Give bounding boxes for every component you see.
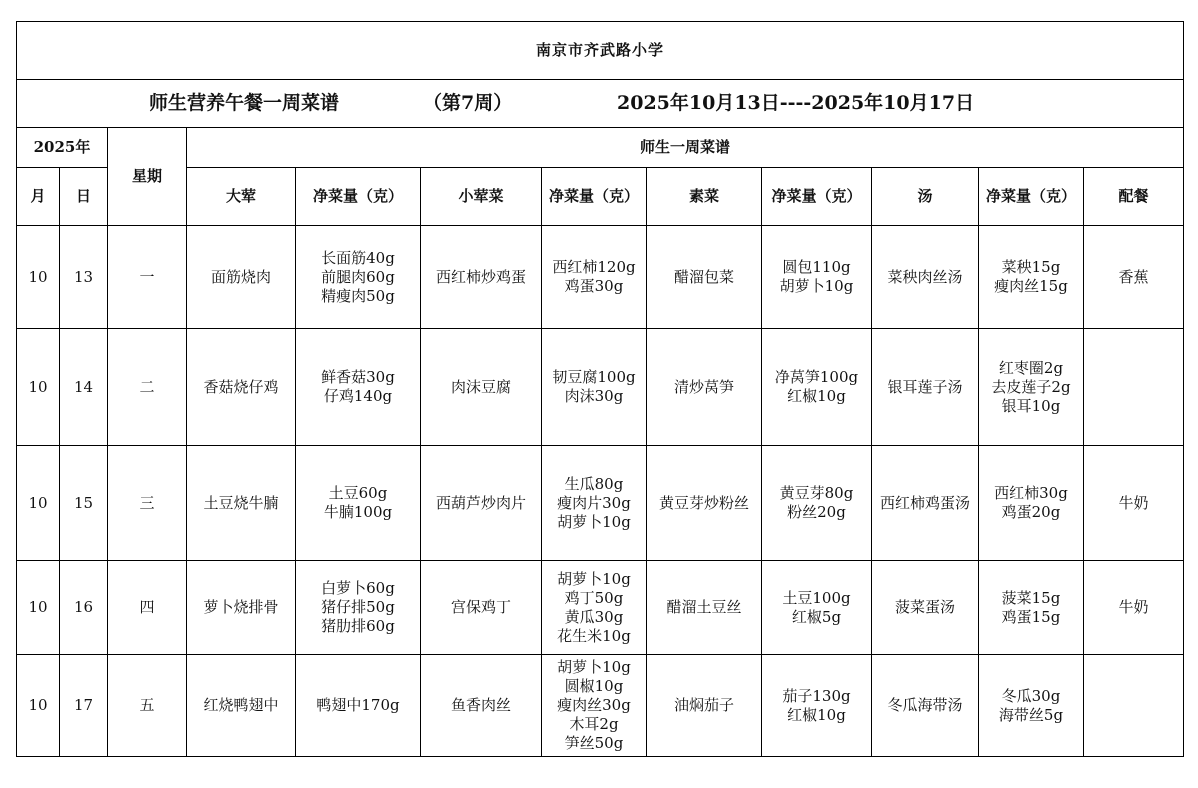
- soup-weight-header: 净菜量（克）: [979, 168, 1084, 226]
- weekday-cell: 一: [108, 226, 187, 329]
- side-weight-header: 净菜量（克）: [542, 168, 647, 226]
- side-weight-cell: [542, 446, 647, 561]
- ingredient-line: 仔鸡140g: [323, 387, 393, 405]
- veg-weight-cell: [762, 561, 872, 655]
- ingredient-line: 前腿肉60g: [321, 267, 395, 286]
- year-label: 2025年: [17, 128, 108, 168]
- ingredient-line: 牛腩100g: [323, 503, 393, 521]
- weekday-cell: 三: [108, 446, 187, 561]
- ingredient-line: 菠菜15g: [1001, 588, 1061, 607]
- soup-cell: 菠菜蛋汤: [872, 561, 979, 655]
- ingredient-line: 圆包110g: [782, 258, 851, 276]
- ingredient-line: 黄豆芽80g: [779, 484, 854, 502]
- month-cell: 10: [17, 226, 60, 329]
- main-weight-cell: [296, 446, 421, 561]
- ingredient-line: 冬瓜30g: [1001, 686, 1061, 705]
- side-dish-header: 小荤菜: [421, 168, 542, 226]
- ingredient-line: 西红柿30g: [994, 484, 1068, 502]
- day-cell: 13: [60, 226, 108, 329]
- ingredient-line: 胡萝卜10g: [557, 569, 631, 588]
- soup-weight-cell: [979, 655, 1084, 757]
- day-cell: 16: [60, 561, 108, 655]
- ingredient-line: 圆椒10g: [564, 677, 624, 695]
- ingredient-line: 去皮莲子2g: [991, 377, 1071, 396]
- ingredient-line: 瘦肉片30g: [557, 493, 631, 512]
- ingredient-line: 红椒10g: [787, 387, 846, 405]
- ingredient-line: 海带丝5g: [998, 705, 1064, 724]
- main-dish-cell: 面筋烧肉: [187, 226, 296, 329]
- soup-weight-cell: [979, 226, 1084, 329]
- ingredient-line: 土豆60g: [328, 484, 388, 502]
- soup-weight-cell: [979, 329, 1084, 446]
- veg-weight-cell: [762, 329, 872, 446]
- main-dish-header: 大荤: [187, 168, 296, 226]
- day-cell: 15: [60, 446, 108, 561]
- table-row: [17, 446, 1184, 561]
- soup-weight-cell: [979, 446, 1084, 561]
- ingredient-line: 菜秧15g: [1001, 258, 1061, 276]
- weekday-cell: 二: [108, 329, 187, 446]
- veg-dish-header: 素菜: [647, 168, 762, 226]
- veg-dish-cell: 油焖茄子: [647, 655, 762, 757]
- day-cell: 14: [60, 329, 108, 446]
- veg-weight-cell: [762, 226, 872, 329]
- ingredient-line: 猪仔排50g: [321, 598, 395, 616]
- side-dish-cell: 西葫芦炒肉片: [421, 446, 542, 561]
- soup-weight-cell: [979, 561, 1084, 655]
- ingredient-line: 银耳10g: [1001, 396, 1061, 415]
- side-weight-cell: [542, 655, 647, 757]
- table-row: [17, 561, 1184, 655]
- menu-subtitle: 师生营养午餐一周菜谱: [149, 92, 340, 114]
- extra-cell: [1084, 655, 1184, 757]
- weekday-cell: 五: [108, 655, 187, 757]
- main-weight-header: 净菜量（克）: [296, 168, 421, 226]
- month-cell: 10: [17, 655, 60, 757]
- veg-dish-cell: 醋溜土豆丝: [647, 561, 762, 655]
- side-dish-cell: 鱼香肉丝: [421, 655, 542, 757]
- ingredient-line: 胡萝卜10g: [779, 277, 854, 295]
- main-dish-cell: 红烧鸭翅中: [187, 655, 296, 757]
- ingredient-line: 肉沫30g: [564, 387, 624, 405]
- ingredient-line: 净莴笋100g: [774, 368, 859, 386]
- main-dish-cell: 香菇烧仔鸡: [187, 329, 296, 446]
- side-weight-cell: [542, 329, 647, 446]
- veg-dish-cell: 清炒莴笋: [647, 329, 762, 446]
- veg-weight-cell: [762, 446, 872, 561]
- main-weight-cell: [296, 329, 421, 446]
- ingredient-line: 胡萝卜10g: [557, 658, 631, 676]
- veg-weight-cell: [762, 655, 872, 757]
- ingredient-line: 韧豆腐100g: [552, 368, 636, 386]
- date-range: 2025年10月13日----2025年10月17日: [617, 92, 975, 114]
- soup-cell: 菜秧肉丝汤: [872, 226, 979, 329]
- ingredient-line: 黄瓜30g: [564, 607, 624, 626]
- main-dish-cell: 土豆烧牛腩: [187, 446, 296, 561]
- table-row: [17, 655, 1184, 757]
- extra-cell: 香蕉: [1084, 226, 1184, 329]
- ingredient-line: 粉丝20g: [787, 503, 846, 521]
- school-name: 南京市齐武路小学: [17, 22, 1184, 80]
- ingredient-line: 鲜香菇30g: [321, 368, 395, 386]
- side-weight-cell: [542, 561, 647, 655]
- ingredient-line: 土豆100g: [782, 588, 851, 607]
- ingredient-line: 猪肋排60g: [321, 617, 395, 635]
- ingredient-line: 茄子130g: [782, 686, 851, 705]
- main-weight-cell: [296, 226, 421, 329]
- day-header: 日: [60, 168, 108, 226]
- month-header: 月: [17, 168, 60, 226]
- ingredient-line: 笋丝50g: [564, 734, 624, 752]
- ingredient-line: 长面筋40g: [321, 248, 395, 267]
- side-dish-cell: 宫保鸡丁: [421, 561, 542, 655]
- ingredient-line: 鸡蛋30g: [564, 277, 624, 295]
- soup-cell: 银耳莲子汤: [872, 329, 979, 446]
- ingredient-line: 鸡蛋15g: [1001, 607, 1061, 626]
- extra-cell: 牛奶: [1084, 446, 1184, 561]
- ingredient-line: 精瘦肉50g: [321, 286, 395, 305]
- week-number: （第7周）: [423, 92, 513, 114]
- main-weight-cell: [296, 655, 421, 757]
- soup-header: 汤: [872, 168, 979, 226]
- weekly-menu-table: [16, 21, 1184, 757]
- ingredient-line: 木耳2g: [569, 715, 619, 733]
- side-dish-cell: 西红柿炒鸡蛋: [421, 226, 542, 329]
- table-row: [17, 329, 1184, 446]
- ingredient-line: 胡萝卜10g: [557, 512, 631, 531]
- menu-rows: [17, 226, 1184, 757]
- ingredient-line: 白萝卜60g: [321, 579, 395, 597]
- main-dish-cell: 萝卜烧排骨: [187, 561, 296, 655]
- soup-cell: 冬瓜海带汤: [872, 655, 979, 757]
- month-cell: 10: [17, 329, 60, 446]
- month-cell: 10: [17, 561, 60, 655]
- month-cell: 10: [17, 446, 60, 561]
- ingredient-line: 瘦肉丝30g: [557, 696, 631, 714]
- ingredient-line: 红椒5g: [791, 607, 842, 626]
- side-dish-cell: 肉沫豆腐: [421, 329, 542, 446]
- ingredient-line: 红椒10g: [787, 705, 846, 724]
- extra-cell: [1084, 329, 1184, 446]
- menu-title: 师生一周菜谱: [187, 128, 1184, 168]
- main-weight-cell: [296, 561, 421, 655]
- ingredient-line: 西红柿120g: [552, 258, 636, 276]
- side-weight-cell: [542, 226, 647, 329]
- ingredient-line: 鸭翅中170g: [316, 696, 400, 714]
- veg-weight-header: 净菜量（克）: [762, 168, 872, 226]
- ingredient-line: 生瓜80g: [564, 474, 624, 493]
- weekday-header: 星期: [108, 128, 187, 226]
- ingredient-line: 瘦肉丝15g: [994, 277, 1068, 295]
- ingredient-line: 鸡丁50g: [564, 588, 624, 607]
- ingredient-line: 鸡蛋20g: [1001, 503, 1061, 521]
- veg-dish-cell: 黄豆芽炒粉丝: [647, 446, 762, 561]
- weekday-cell: 四: [108, 561, 187, 655]
- extra-cell: 牛奶: [1084, 561, 1184, 655]
- soup-cell: 西红柿鸡蛋汤: [872, 446, 979, 561]
- day-cell: 17: [60, 655, 108, 757]
- table-row: [17, 226, 1184, 329]
- veg-dish-cell: 醋溜包菜: [647, 226, 762, 329]
- ingredient-line: 红枣圈2g: [998, 358, 1064, 377]
- ingredient-line: 花生米10g: [557, 626, 631, 645]
- extra-header: 配餐: [1084, 168, 1184, 226]
- subtitle-row: [17, 80, 1184, 128]
